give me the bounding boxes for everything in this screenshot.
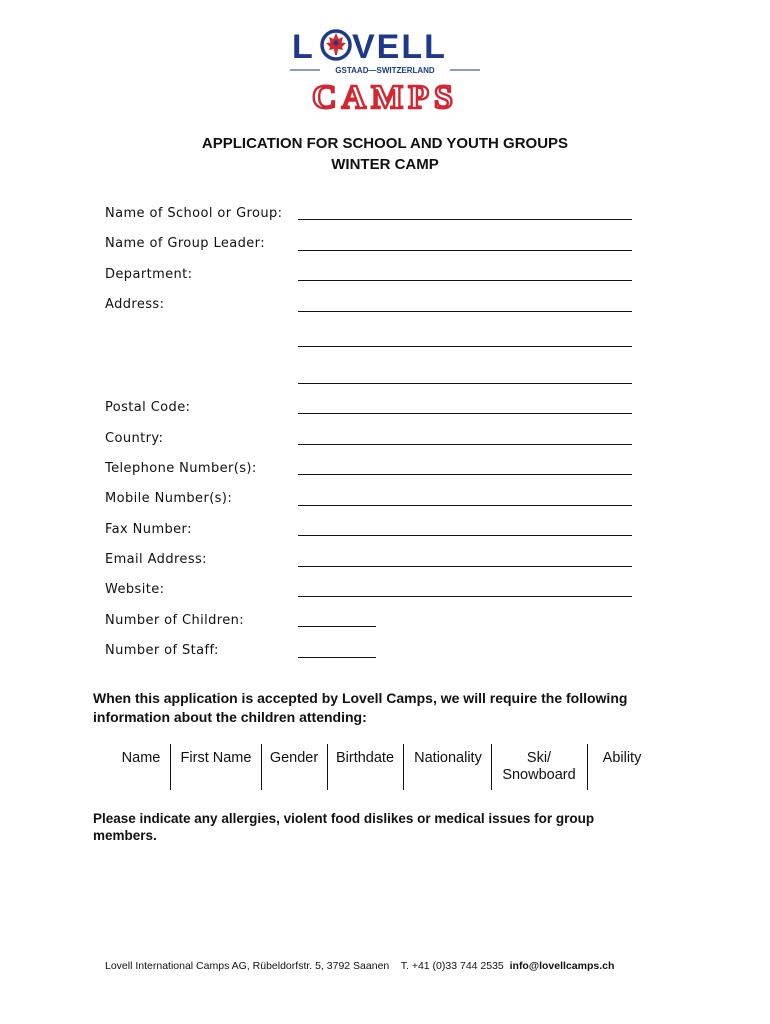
logo-vell-text: VELL (352, 28, 447, 66)
requirement-text: When this application is accepted by Lovell Camps, we will require the following information about the children attending: (93, 690, 628, 725)
email-field[interactable] (298, 566, 632, 567)
country-field[interactable] (298, 444, 632, 445)
children-field[interactable] (298, 626, 376, 627)
address-field-3[interactable] (298, 383, 632, 384)
col-name: Name (121, 750, 161, 766)
footer-email[interactable]: info@lovellcamps.ch (509, 960, 615, 972)
telephone-label: Telephone Number(s): (105, 461, 257, 476)
col-first-name: First Name (180, 750, 252, 766)
col-ski-snowboard (493, 744, 585, 784)
col-gender: Gender (269, 750, 319, 766)
col-ski-line2: Snowboard (502, 767, 576, 783)
department-label: Department: (105, 267, 193, 282)
logo-l-letter: L (292, 28, 313, 66)
logo-subtitle: GSTAAD—SWITZERLAND (335, 66, 435, 75)
leader-field[interactable] (298, 250, 632, 251)
address-field-2[interactable] (298, 346, 632, 347)
staff-field[interactable] (298, 657, 376, 658)
form-title-line2: WINTER CAMP (331, 156, 439, 173)
logo-camps-text: CAMPS (312, 79, 458, 112)
telephone-field[interactable] (298, 474, 632, 475)
address-label: Address: (105, 297, 165, 312)
col-ski-line1: Ski/ (526, 750, 552, 766)
col-nationality: Nationality (414, 750, 482, 766)
website-label: Website: (105, 582, 165, 597)
footer-address: Lovell International Camps AG, Rübeldorfstr. 5, 3792 Saanen T. +41 (0)33 744 2535 (105, 960, 510, 972)
col-birthdate: Birthdate (335, 750, 395, 766)
mobile-label: Mobile Number(s): (105, 491, 233, 506)
postal-field[interactable] (298, 413, 632, 414)
leader-label: Name of Group Leader: (105, 236, 265, 251)
children-label: Number of Children: (105, 613, 245, 628)
staff-label: Number of Staff: (105, 643, 219, 658)
column-divider (403, 744, 404, 790)
footer (105, 960, 614, 972)
postal-label: Postal Code: (105, 400, 191, 415)
lovell-camps-logo (288, 28, 482, 112)
email-label: Email Address: (105, 552, 207, 567)
school-label: Name of School or Group: (105, 206, 283, 221)
website-field[interactable] (298, 596, 632, 597)
country-label: Country: (105, 431, 164, 446)
school-field[interactable] (298, 219, 632, 220)
address-field-1[interactable] (298, 311, 632, 312)
column-divider (261, 744, 262, 790)
department-field[interactable] (298, 280, 632, 281)
mobile-field[interactable] (298, 505, 632, 506)
column-divider (587, 744, 588, 790)
fax-label: Fax Number: (105, 522, 192, 537)
column-divider (327, 744, 328, 790)
allergy-text: Please indicate any allergies, violent food dislikes or medical issues for group members. (93, 811, 595, 843)
column-divider (491, 744, 492, 790)
column-divider (170, 744, 171, 790)
form-title-line1: APPLICATION FOR SCHOOL AND YOUTH GROUPS (201, 135, 569, 152)
col-ability: Ability (602, 750, 642, 766)
maple-leaf-icon (322, 31, 350, 59)
fax-field[interactable] (298, 535, 632, 536)
